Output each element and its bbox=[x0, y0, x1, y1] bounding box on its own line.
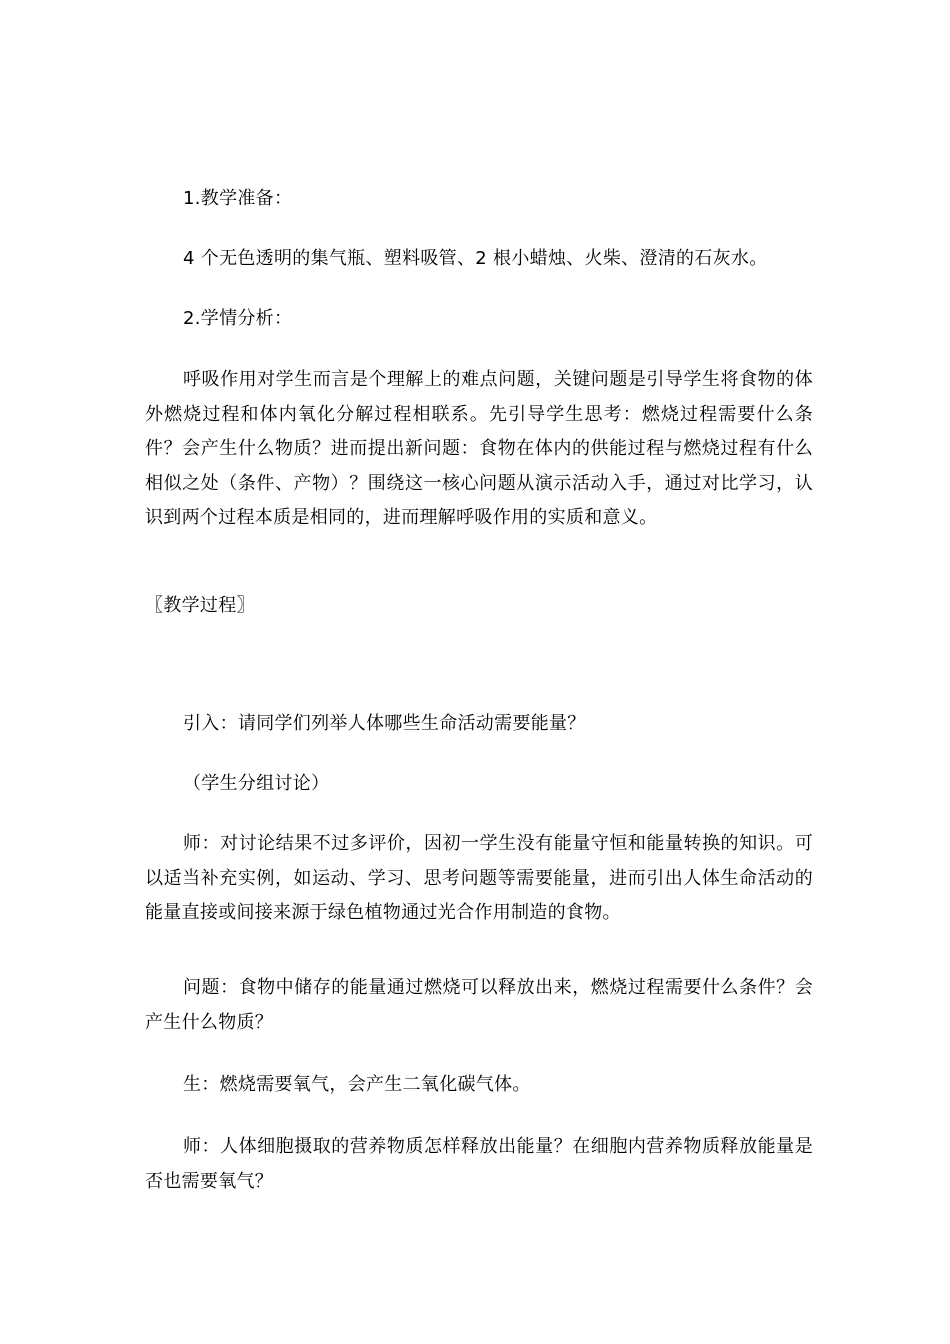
analysis-heading: 2.学情分析： bbox=[183, 308, 293, 329]
intro-paragraph: 引入：请同学们列举人体哪些生命活动需要能量？ bbox=[183, 713, 586, 734]
teaching-prep-heading: 1.教学准备： bbox=[183, 188, 293, 209]
materials-list: 4 个无色透明的集气瓶、塑料吸管、2 根小蜡烛、火柴、澄清的石灰水。 bbox=[183, 248, 768, 269]
analysis-paragraph: 呼吸作用对学生而言是个理解上的难点问题，关键问题是引导学生将食物的体外燃烧过程和体内氧化分解过程相联系。先引导学生思考：燃烧过程需要什么条件？会产生什么物质？进而提出新问题：食物在体内的供能过程与燃烧过程有什么相似之处（条件、产物）？围绕这一核心问题从演示活动入手，通过对比学习，认识到两个过程本质是相同的，进而理解呼吸作用的实质和意义。 bbox=[145, 369, 813, 528]
teacher-paragraph-1: 师：对讨论结果不过多评价，因初一学生没有能量守恒和能量转换的知识。可以适当补充实例，如运动、学习、思考问题等需要能量，进而引出人体生命活动的能量直接或间接来源于绿色植物通过光合作用制造的食物。 bbox=[145, 833, 813, 923]
group-discussion-note: （学生分组讨论） bbox=[183, 773, 330, 794]
student-answer-paragraph: 生：燃烧需要氧气，会产生二氧化碳气体。 bbox=[183, 1074, 531, 1095]
question-paragraph: 问题：食物中储存的能量通过燃烧可以释放出来，燃烧过程需要什么条件？会产生什么物质？ bbox=[145, 977, 813, 1033]
process-heading: 〖教学过程〗 bbox=[145, 595, 255, 616]
teacher-paragraph-2: 师：人体细胞摄取的营养物质怎样释放出能量？在细胞内营养物质释放能量是否也需要氧气？ bbox=[145, 1136, 813, 1192]
